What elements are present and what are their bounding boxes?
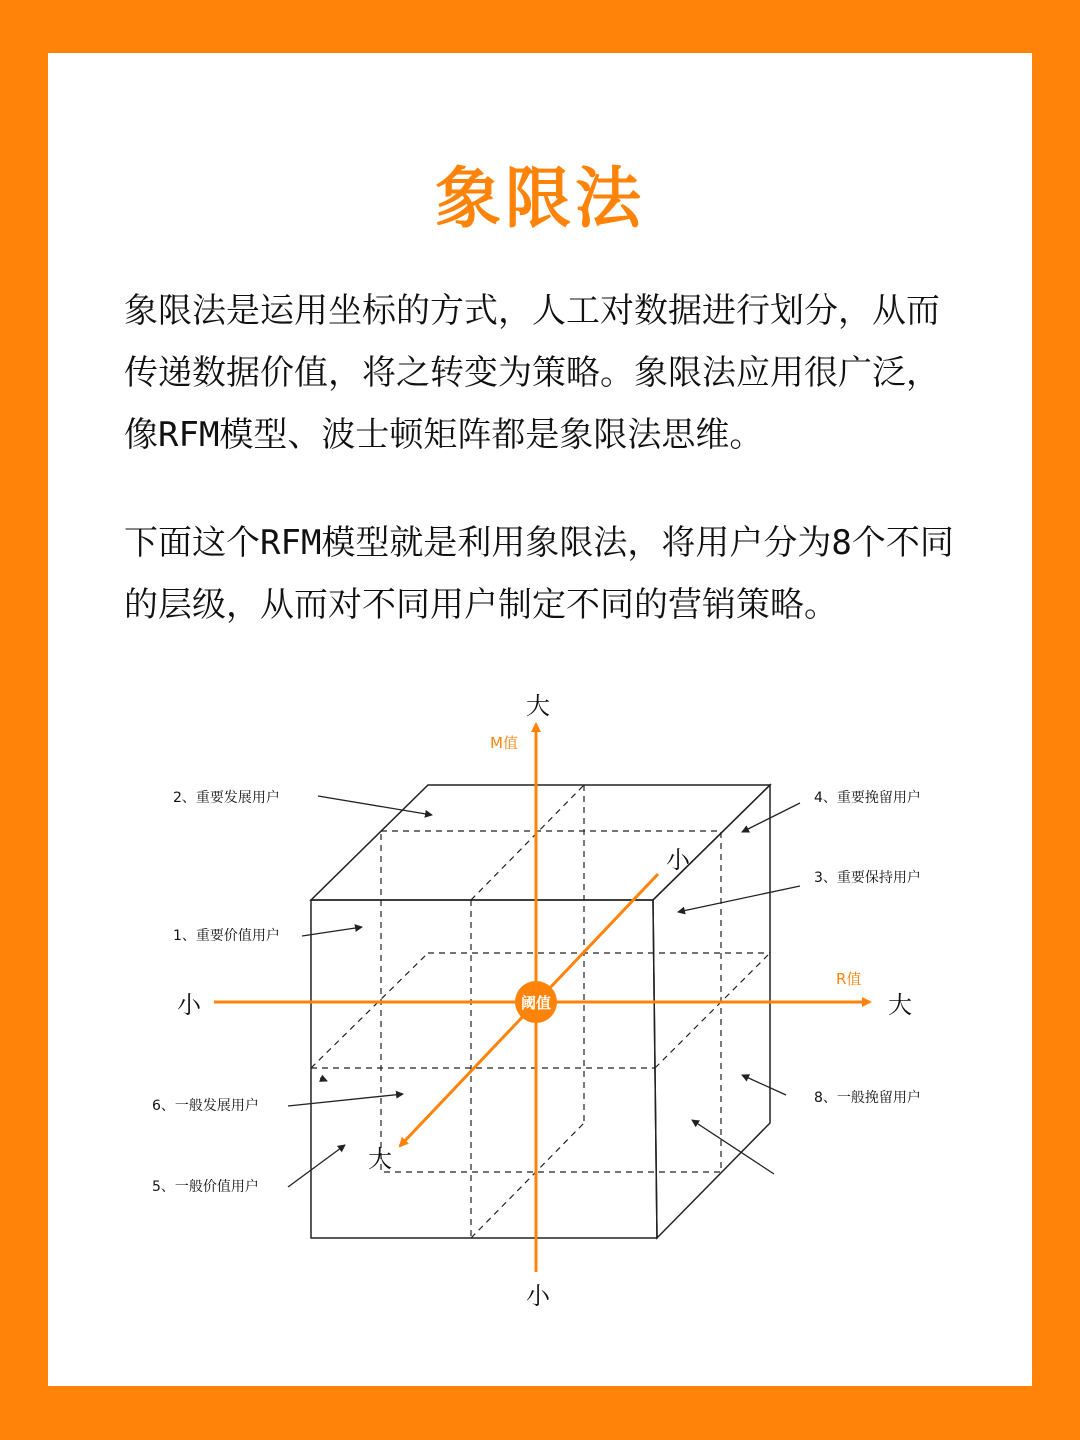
m-axis-label: M值 — [490, 734, 518, 752]
segment-label-3: 3、重要保持用户 — [814, 870, 921, 886]
segment-label-6: 6、一般发展用户 — [152, 1098, 259, 1114]
r-axis-left-label: 小 — [177, 991, 201, 1019]
page-title: 象限法 — [435, 160, 645, 237]
pointer-7 — [692, 1120, 774, 1174]
pointer-8 — [742, 1075, 786, 1095]
pointer-stray — [320, 1078, 327, 1081]
r-axis-label: R值 — [836, 970, 862, 988]
segment-label-8: 8、一般挽留用户 — [814, 1090, 921, 1106]
segment-label-1: 1、重要价值用户 — [173, 928, 280, 944]
pointer-6 — [288, 1094, 403, 1106]
f-axis-bottom-label: 大 — [368, 1145, 392, 1173]
threshold-label: 阈值 — [520, 994, 552, 1012]
f-axis-top-label: 小 — [666, 846, 690, 874]
segment-label-5: 5、一般价值用户 — [152, 1179, 259, 1195]
intro-paragraph: 象限法是运用坐标的方式，人工对数据进行划分，从而传递数据价值，将之转变为策略。象限法应用很广泛，像RFM模型、波士顿矩阵都是象限法思维。 — [124, 291, 940, 455]
pointer-3 — [678, 886, 800, 912]
m-axis-top-label: 大 — [526, 692, 550, 720]
r-axis-right-label: 大 — [888, 991, 912, 1019]
segment-label-4: 4、重要挽留用户 — [814, 790, 921, 806]
pointer-4 — [742, 803, 800, 832]
m-axis-bottom-label: 小 — [526, 1282, 550, 1310]
segment-label-2: 2、重要发展用户 — [173, 790, 280, 806]
rfm-paragraph: 下面这个RFM模型就是利用象限法，将用户分为8个不同的层级，从而对不同用户制定不同的营销策略。 — [124, 523, 954, 625]
pointer-5 — [288, 1145, 345, 1187]
